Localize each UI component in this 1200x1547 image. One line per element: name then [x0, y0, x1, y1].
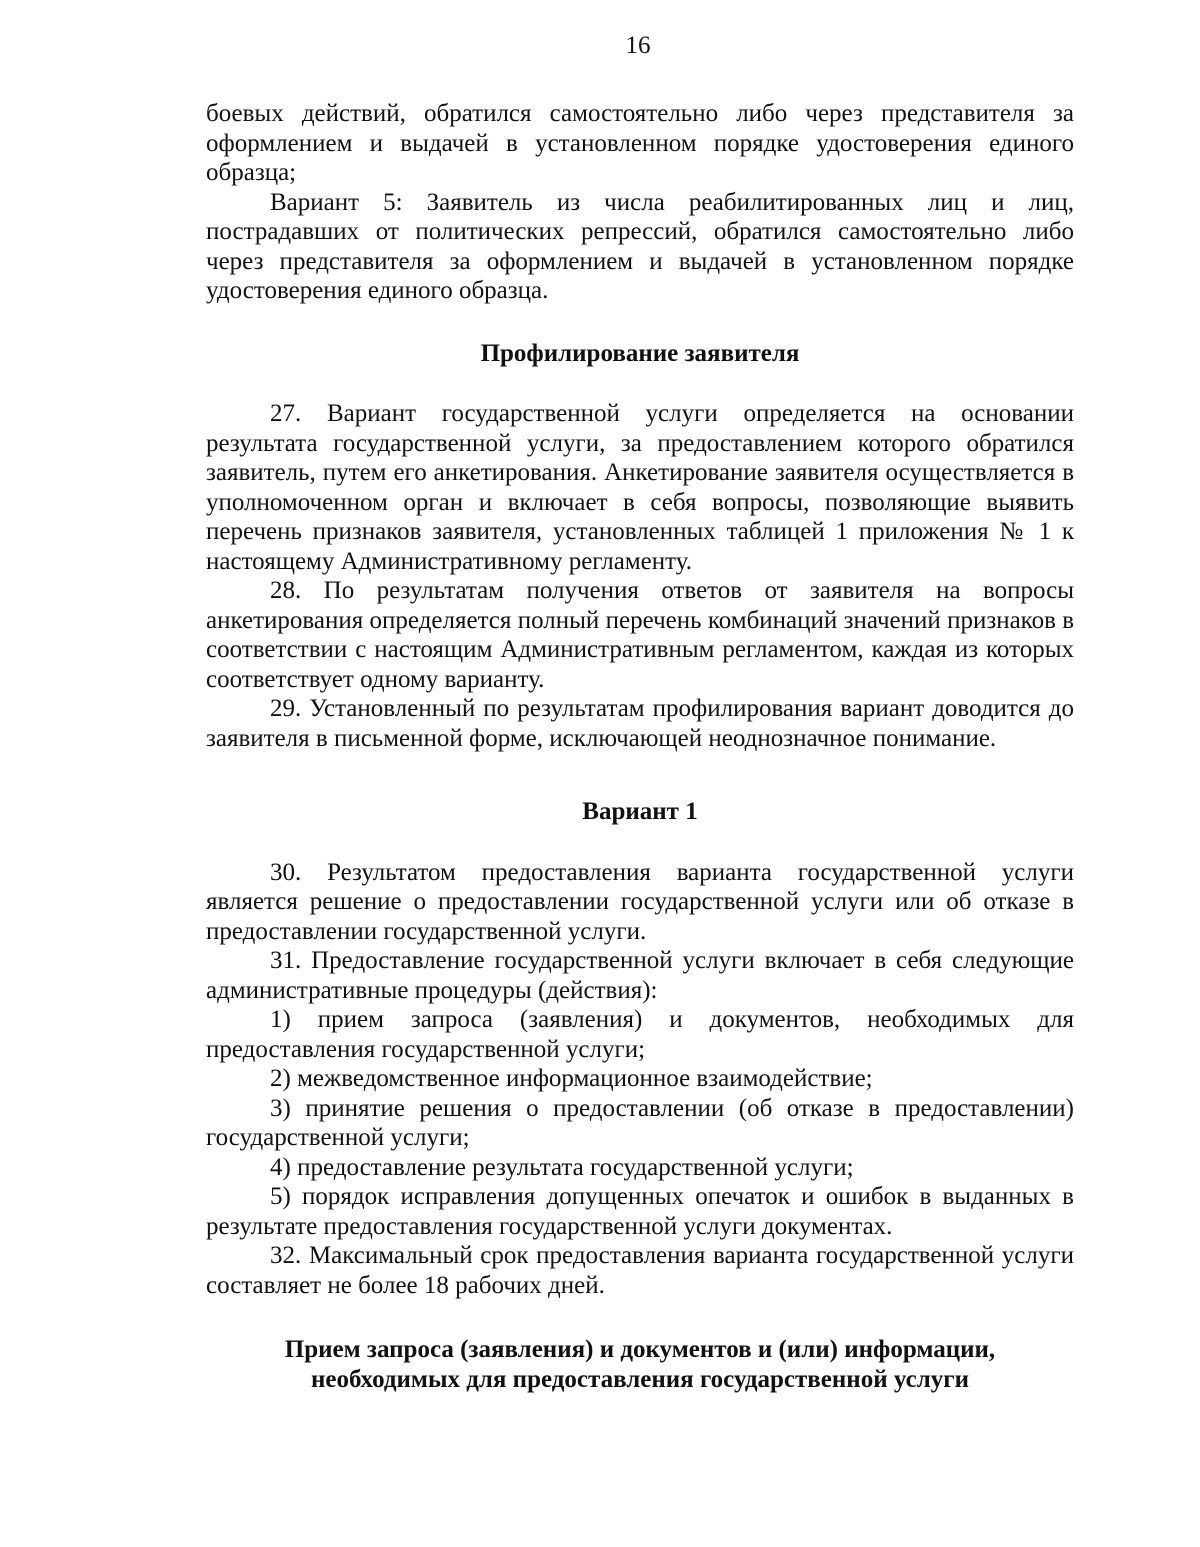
paragraph-29: 29. Установленный по результатам профилирования вариант доводится до заявителя в письменной форме, исключающей неоднозначное понимание.	[206, 695, 1074, 752]
paragraph-31: 31. Предоставление государственной услуги включает в себя следующие административные процедуры (действия):	[206, 947, 1074, 1004]
document-body	[206, 99, 1074, 1394]
heading-variant-1: Вариант 1	[582, 798, 698, 825]
list-item-4: 4) предоставление результата государственной услуги;	[270, 1153, 854, 1181]
paragraph-32: 32. Максимальный срок предоставления варианта государственной услуги составляет не более 18 рабочих дней.	[206, 1242, 1074, 1299]
paragraph-27: 27. Вариант государственной услуги определяется на основании результата государственной услуги, за предоставлением которого обратился заявитель, путем его анкетирования. Анкетирование заявителя осуществляется в уполномоченном орган и включает в себя вопросы, позволяющие выявить перечень признаков заявителя, установленных таблицей 1 приложения № 1 к настоящему Административному регламенту.	[206, 400, 1074, 575]
heading-request-reception-line-1: Прием запроса (заявления) и документов и (или) информации,	[284, 1336, 996, 1363]
list-item-1: 1) прием запроса (заявления) и документов, необходимых для предоставления государственной услуги;	[206, 1006, 1074, 1063]
paragraph-28: 28. По результатам получения ответов от заявителя на вопросы анкетирования определяется полный перечень комбинаций значений признаков в соответствии с настоящим Административным регламентом, каждая из которых соответствует одному варианту.	[206, 577, 1074, 693]
paragraph-variant-5: Вариант 5: Заявитель из числа реабилитированных лиц и лиц, пострадавших от политических репрессий, обратился самостоятельно либо через представителя за оформлением и выдачей в установленном порядке удостоверения единого образца.	[206, 188, 1074, 304]
heading-applicant-profiling: Профилирование заявителя	[480, 339, 800, 367]
list-item-5: 5) порядок исправления допущенных опечаток и ошибок в выданных в результате предоставления государственной услуги документах.	[206, 1183, 1074, 1240]
page-number: 16	[625, 32, 651, 59]
heading-request-reception	[206, 1335, 1074, 1394]
list-item-3: 3) принятие решения о предоставлении (об отказе в предоставлении) государственной услуги;	[206, 1094, 1074, 1151]
heading-request-reception-line-2: необходимых для предоставления государственной услуги	[311, 1365, 969, 1393]
paragraph-30: 30. Результатом предоставления варианта государственной услуги является решение о предоставлении государственной услуги или об отказе в предоставлении государственной услуги.	[206, 858, 1074, 945]
list-item-2: 2) межведомственное информационное взаимодействие;	[270, 1065, 873, 1092]
paragraph-continuation: боевых действий, обратился самостоятельно либо через представителя за оформлением и выдачей в установленном порядке удостоверения единого образца;	[206, 100, 1074, 186]
